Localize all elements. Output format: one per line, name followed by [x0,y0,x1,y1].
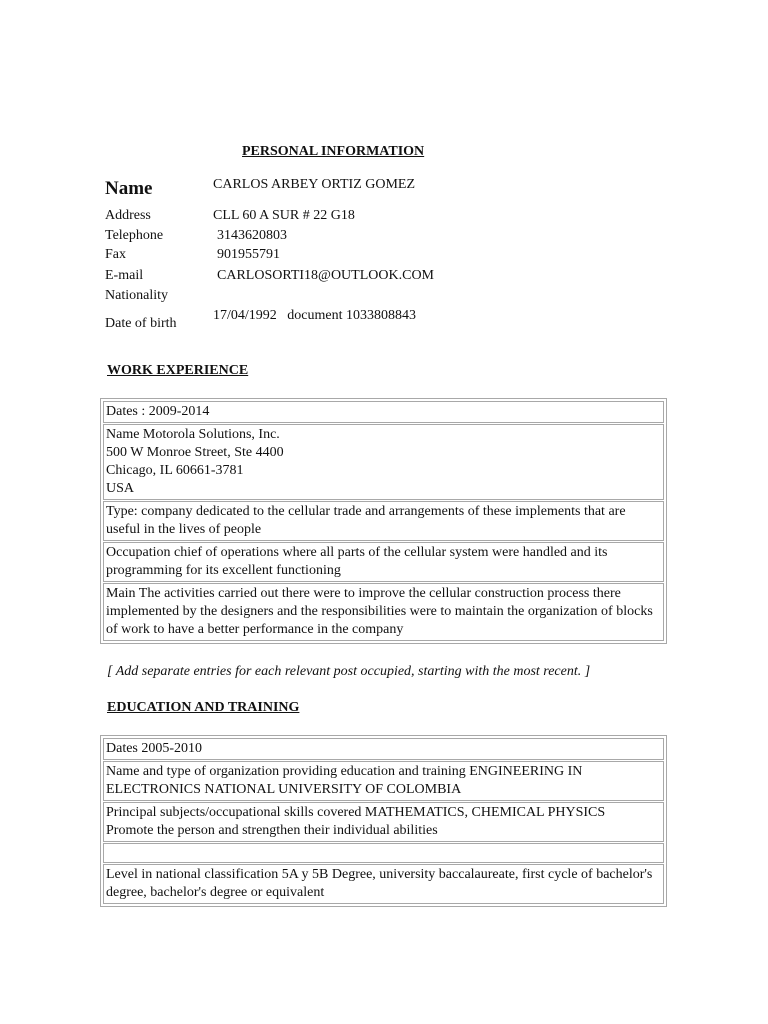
date-of-birth-value: 17/04/1992 document 1033808843 [213,308,416,323]
name-value: CARLOS ARBEY ORTIZ GOMEZ [213,177,416,192]
work-activities-row [103,583,664,641]
work-type: Type: company dedicated to the cellular trade and arrangements of these implements that are useful in the lives of people [106,504,626,537]
address-value: CLL 60 A SUR # 22 G18 [213,208,355,223]
education-heading: EDUCATION AND TRAINING [107,700,300,715]
employer-row [103,424,664,500]
name-label: Name [105,178,153,199]
education-organization-row [103,761,664,801]
work-occupation: Occupation chief of operations where all parts of the cellular system were handled and its programming for its excellent functioning [106,545,608,578]
education-empty-row [103,843,664,863]
work-dates-row [103,401,664,423]
work-dates: Dates : 2009-2014 [106,404,210,419]
address-label: Address [105,208,151,223]
fax-value: 901955791 [217,247,280,262]
work-occupation-row [103,542,664,582]
email-value: CARLOSORTI18@OUTLOOK.COM [217,268,434,283]
date-of-birth-label: Date of birth [105,316,177,331]
education-skills: Promote the person and strengthen their individual abilities [106,823,438,838]
education-level: Level in national classification 5A y 5B Degree, university baccalaureate, first cycle of bachelor's degree, bachelor's degree or equivalent [106,867,653,900]
telephone-value: 3143620803 [217,228,287,243]
telephone-label: Telephone [105,228,164,243]
education-dates-row [103,738,664,760]
work-type-row [103,501,664,541]
education-dates: Dates 2005-2010 [106,741,203,756]
education-organization: Name and type of organization providing education and training ENGINEERING IN ELECTRONICS NATIONAL UNIVERSITY OF COLOMBIA [106,764,583,797]
education-subjects: Principal subjects/occupational skills covered MATHEMATICS, CHEMICAL PHYSICS [106,805,606,820]
fax-label: Fax [105,247,126,262]
work-experience-table [100,398,667,644]
personal-info-heading: PERSONAL INFORMATION [242,144,425,159]
work-experience-heading: WORK EXPERIENCE [107,363,249,378]
employer-name: Name Motorola Solutions, Inc. [106,427,280,442]
email-label: E-mail [105,268,144,283]
nationality-label: Nationality [105,288,168,303]
employer-country: USA [106,481,135,496]
employer-street: 500 W Monroe Street, Ste 4400 [106,445,284,460]
entries-note: [ Add separate entries for each relevant post occupied, starting with the most recent. ] [107,664,591,679]
employer-city: Chicago, IL 60661-3781 [106,463,244,478]
education-subjects-row [103,802,664,842]
education-level-row [103,864,664,904]
education-table [100,735,667,907]
work-activities: Main The activities carried out there were to improve the cellular construction process there implemented by the designers and the responsibilities were to maintain the organization of blocks of work to have a better performance in the company [106,586,653,637]
